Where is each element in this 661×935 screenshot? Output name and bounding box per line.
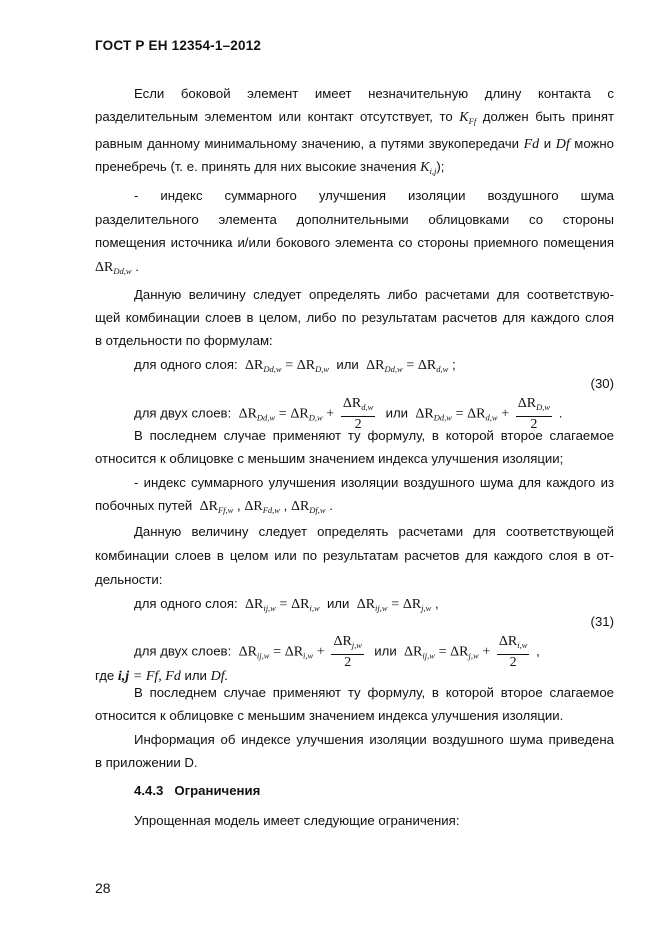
page-number: 28 — [95, 880, 111, 896]
paragraph-line: помещения источника и/или бокового элемента со стороны приемного помещения — [95, 235, 614, 250]
paragraph-line: дельности: — [95, 572, 163, 587]
list-item-line: - индекс суммарного улучшения изоляции воздушного шума — [134, 188, 614, 203]
paragraph-line: в приложении D. — [95, 755, 198, 770]
standard-header: ГОСТ Р ЕН 12354-1–2012 — [95, 38, 262, 53]
paragraph-line: равным данному минимальному значению, а путями звукопередачи Fd и Df можно — [95, 136, 614, 152]
equation-number-31: (31) — [590, 614, 614, 629]
formula-delta-r-dd: $\Delta R_{Dd,w}$ . — [95, 259, 139, 276]
formula-k-ij: $K_{i,j}$ — [420, 160, 437, 176]
section-heading — [134, 783, 260, 798]
paragraph-line: Если боковой элемент имеет незначительную длину контакта с — [134, 86, 614, 101]
formula-k-ff: $K_{Ff}$ — [459, 110, 477, 126]
paragraph-line: в отдельности по формулам: — [95, 333, 273, 348]
paragraph-line: относится к облицовке с меньшим значением индекса улучшения изоляции; — [95, 451, 564, 466]
paragraph-line: пренебречь (т. е. принять для них высокие значения $K_{i,j}$); — [95, 159, 445, 176]
fraction: $\frac{\Delta R_{j,w}}{2}$ — [333, 634, 362, 670]
equation-31-two-layers: для двух слоев: $\Delta R_{ij,w} = \Delta R_{i,w}$ + $\frac{\Delta R_{j,w}}{2}$ или $\Delta R_{ij,w} = \Delta R_{j,w}$ + $\frac{\Delta R_{i,w}}{2}$ , — [134, 634, 540, 670]
paragraph-line: В последнем случае применяют ту формулу, в которой второе слагаемое — [134, 428, 614, 443]
paragraph-line: Данную величину следует определять либо расчетами для соответствую- — [134, 287, 614, 302]
fraction: $\frac{\Delta R_{d,w}}{2}$ — [342, 396, 374, 432]
equation-number-30: (30) — [590, 376, 614, 391]
where-clause: где i,j = Ff, Fd или Df. — [95, 668, 229, 684]
paragraph-line: разделительным элементом или контакт отсутствует, то $K_{Ff}$ должен быть принят — [95, 109, 615, 126]
equation-30-two-layers: для двух слоев: $\Delta R_{Dd,w} = \Delta R_{D,w}$ + $\frac{\Delta R_{d,w}}{2}$ или $\Delta R_{Dd,w} = \Delta R_{d,w}$ + $\frac{\Delta R_{D,w}}{2}$ . — [134, 396, 563, 432]
paragraph-line: Данную величину следует определять расчетами для соответствующей — [134, 524, 614, 539]
paragraph-line: В последнем случае применяют ту формулу, в которой второе слагаемое — [134, 685, 614, 700]
section-number: 4.4.3 — [134, 783, 164, 798]
paragraph-line: комбинации слоев в целом или по результатам расчетов для каждого слоя в от- — [95, 548, 614, 563]
section-title: Ограничения — [174, 783, 261, 798]
paragraph-line: щей комбинации слоев в целом, либо по результатам расчетов для каждого слоя — [95, 310, 614, 325]
paragraph-line: побочных путей $\Delta R_{Ff,w}$ , $\Delta R_{Fd,w}$ , $\Delta R_{Df,w}$ . — [95, 498, 333, 515]
fraction: $\frac{\Delta R_{i,w}}{2}$ — [498, 634, 528, 670]
equation-30-single-layer: для одного слоя: $\Delta R_{Dd,w} = \Delta R_{D,w}$ или $\Delta R_{Dd,w} = \Delta R_{d,w}$ ; — [134, 357, 456, 374]
list-item-line: - индекс суммарного улучшения изоляции воздушного шума для каждого из — [134, 475, 614, 490]
paragraph-line: Упрощенная модель имеет следующие ограничения: — [134, 813, 460, 828]
fraction: $\frac{\Delta R_{D,w}}{2}$ — [517, 396, 551, 432]
paragraph-line: относится к облицовке с меньшим значением индекса улучшения изоляции. — [95, 708, 564, 723]
equation-31-single-layer: для одного слоя: $\Delta R_{ij,w} = \Delta R_{i,w}$ или $\Delta R_{ij,w} = \Delta R_{j,w}$ , — [134, 596, 439, 613]
paragraph-line: Информация об индексе улучшения изоляции воздушного шума приведена — [134, 732, 614, 747]
paragraph-line: разделительного элемента дополнительными облицовками со стороны — [95, 212, 614, 227]
